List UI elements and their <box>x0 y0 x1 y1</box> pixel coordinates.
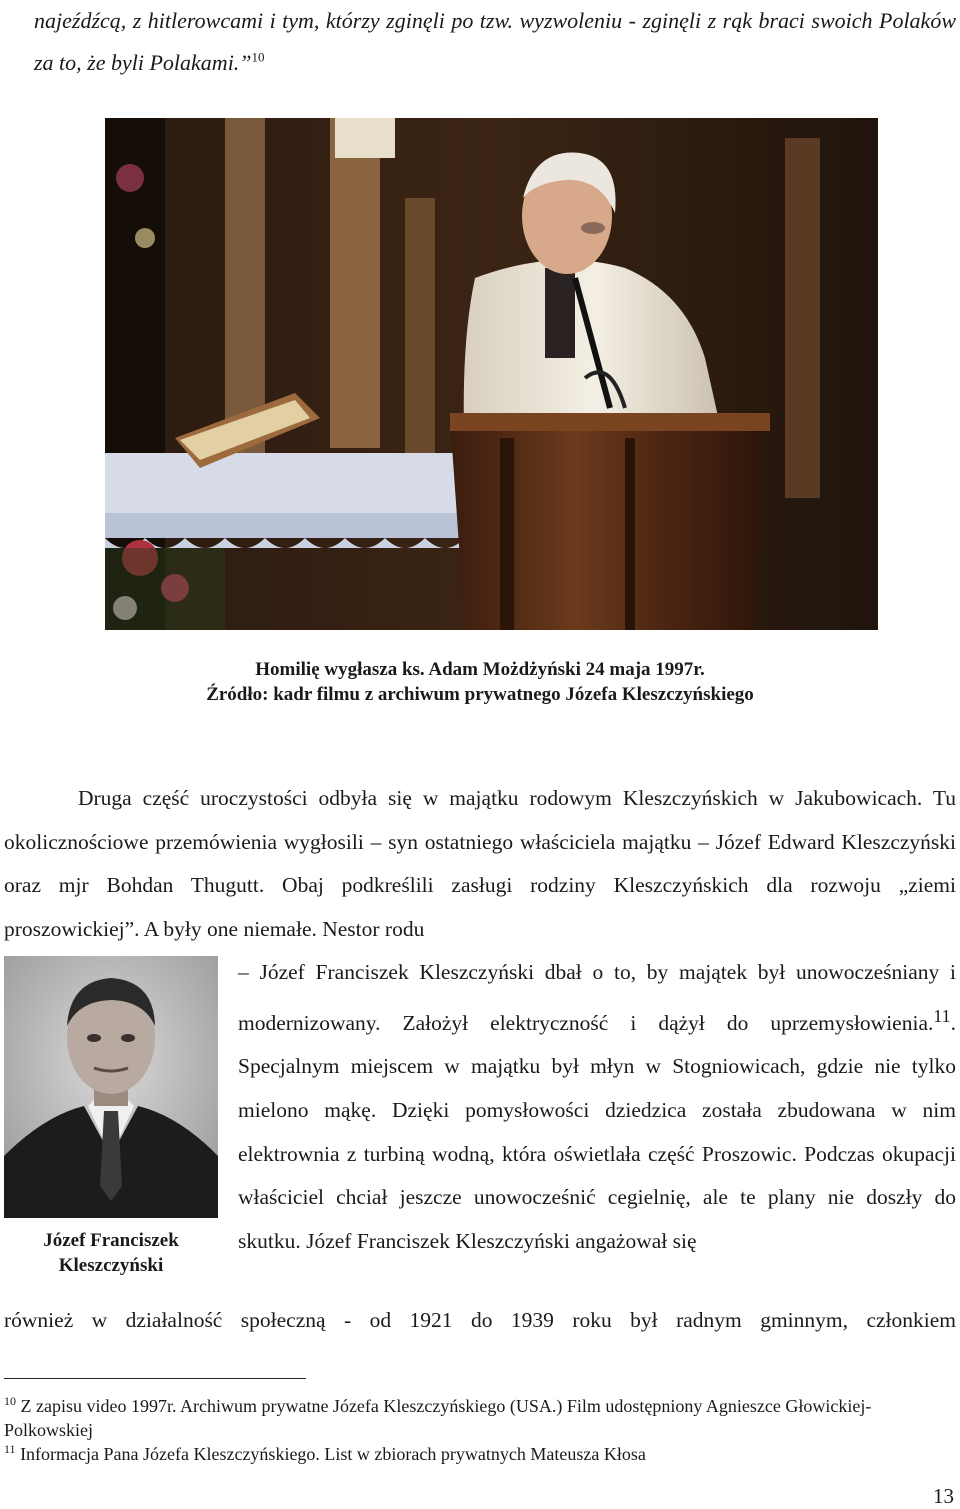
photo-caption-line1: Homilię wygłasza ks. Adam Możdżyński 24 maja 1997r. <box>255 659 705 680</box>
portrait-caption-line2: Kleszczyński <box>58 1255 164 1276</box>
paragraph-3: również w działalność społeczną - od 1921 do 1939 roku był radnym gminnym, członkiem <box>4 1308 956 1332</box>
intro-quote <box>34 0 956 84</box>
homily-photo-image <box>105 118 878 630</box>
footnote-10-text: Z zapisu video 1997r. Archiwum prywatne Józefa Kleszczyńskiego (USA.) Film udostępniony Agnieszce Głowickiej- Polkowskiej <box>4 1396 872 1440</box>
intro-quote-text: najeźdźcą, z hitlerowcami i tym, którzy zginęli po tzw. wyzwoleniu - zginęli z rąk braci swoich Polaków za to, że byli Polakami.” <box>34 8 956 75</box>
paragraph-2 <box>238 951 956 1263</box>
footnote-divider <box>4 1378 306 1379</box>
photo-caption-line2: Źródło: kadr filmu z archiwum prywatnego Józefa Kleszczyńskiego <box>206 684 754 705</box>
portrait-image <box>4 956 218 1218</box>
paragraph-2-text-b: . Specjalnym miejscem w majątku był młyn w Stogniowicach, gdzie nie tylko mielono mąkę. Dzięki pomysłowości dziedzica została zbudowana w nim elektrownia z turbiną wodną, która oświetlała część Proszowic. Podczas okupacji właściciel chciał jeszcze unowocześnić cegielnię, ale te plany nie doszły do skutku. Józef Franciszek Kleszczyński angażował się <box>238 1010 956 1253</box>
footnote-11 <box>4 1442 956 1466</box>
paragraph-1: Druga część uroczystości odbyła się w majątku rodowym Kleszczyńskich w Jakubowicach. Tu okolicznościowe przemówienia wygłosili – syn ostatniego właściciela majątku – Józef Edward Kleszczyński oraz mjr Bohdan Thugutt. Obaj podkreślili zasługi rodziny Kleszczyńskich dla rozwoju „ziemi proszowickiej”. A były one niemałe. Nestor rodu <box>4 786 956 941</box>
paragraph-2-text-a: – Józef Franciszek Kleszczyński dbał o to, by majątek był unowocześniany i modernizowany. Założył elektryczność i dążył do uprzemysłowienia. <box>238 960 956 1035</box>
portrait-photo <box>4 956 218 1218</box>
homily-photo <box>105 118 878 630</box>
footnote-ref-10[interactable]: 10 <box>251 49 265 65</box>
page-number: 13 <box>933 1484 954 1508</box>
footnote-11-text: Informacja Pana Józefa Kleszczyńskiego. List w zbiorach prywatnych Mateusza Kłosa <box>20 1444 646 1464</box>
portrait-caption-line1: Józef Franciszek <box>43 1230 179 1251</box>
footnote-11-number: 11 <box>4 1442 16 1456</box>
footnote-ref-11[interactable]: 11 <box>933 1005 951 1026</box>
footnote-10-number: 10 <box>4 1394 16 1408</box>
portrait-caption <box>4 1228 218 1278</box>
footnote-10 <box>4 1394 956 1442</box>
